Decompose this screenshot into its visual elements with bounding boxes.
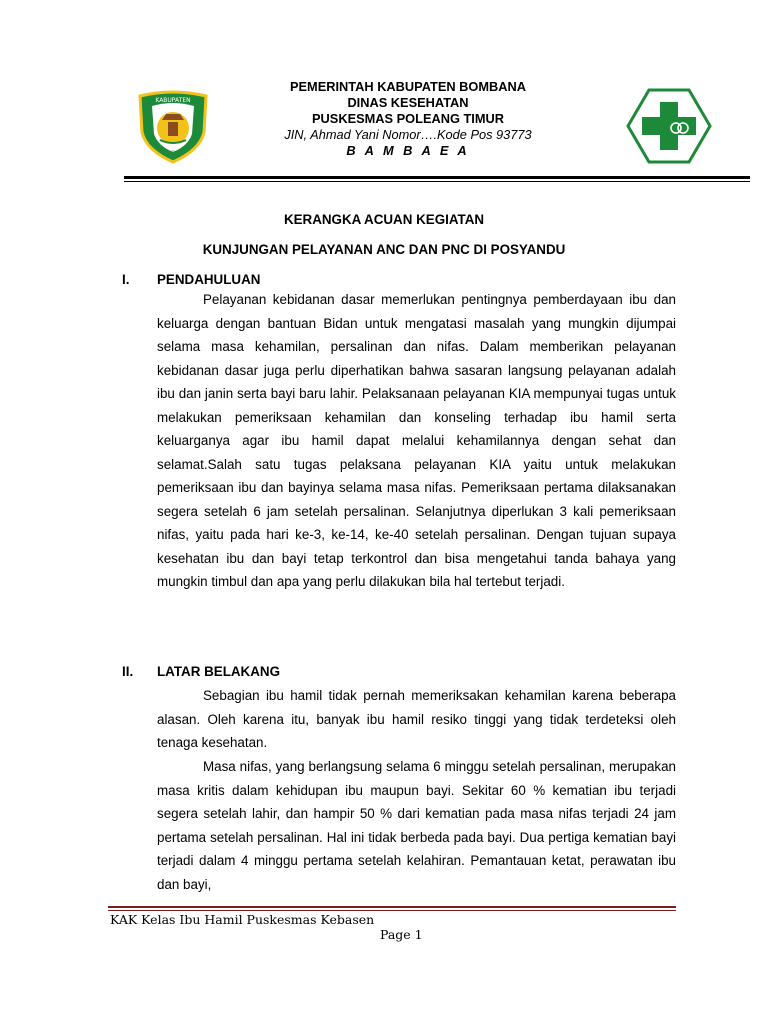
letterhead-city: B A M B A E A	[346, 143, 470, 158]
section-number: II.	[122, 664, 134, 679]
document-title: KERANGKA ACUAN KEGIATAN	[283, 212, 485, 227]
letterhead-divider-thin	[124, 181, 750, 182]
footer-divider-thin	[108, 910, 676, 911]
letterhead-address: JIN, Ahmad Yani Nomor….Kode Pos 93773	[284, 127, 532, 142]
letterhead-divider-thick	[124, 176, 750, 179]
footer-divider-thick	[108, 906, 676, 908]
regency-emblem-icon	[130, 88, 216, 164]
section-heading-latar-belakang	[122, 664, 280, 679]
footer-text: KAK Kelas Ibu Hamil Puskesmas Kebasen	[110, 912, 375, 927]
paragraph-latar-belakang-1: Sebagian ibu hamil tidak pernah memeriksakan kehamilan karena beberapa alasan. Oleh karena itu, banyak ibu hamil resiko tinggi yang tidak terdeteksi oleh tenaga kesehatan.	[157, 688, 676, 750]
emblem-top-text: KABUPATEN	[155, 97, 191, 104]
page-number: Page 1	[380, 927, 423, 942]
letterhead-department: DINAS KESEHATAN	[347, 95, 469, 110]
letterhead-government: PEMERINTAH KABUPATEN BOMBANA	[289, 79, 527, 94]
document-subtitle: KUNJUNGAN PELAYANAN ANC DAN PNC DI POSYANDU	[202, 242, 566, 257]
paragraph-pendahuluan: Pelayanan kebidanan dasar memerlukan pentingnya pemberdayaan ibu dan keluarga dengan bantuan Bidan untuk mengatasi masalah yang mungkin dijumpai selama masa kehamilan, persalinan dan nifas. Dalam memberikan pelayanan kebidanan dasar juga perlu diperhatikan bahwa sasaran langsung pelayanan adalah ibu dan janin serta bayi baru lahir. Pelaksanaan pelayanan KIA mempunyai tugas untuk melakukan pemeriksaan kehamilan dan konseling terhadap ibu hamil serta keluarganya agar ibu hamil dapat melalui kehamilannya dengan sehat dan selamat.Salah satu tugas pelaksana pelayanan KIA yaitu untuk melakukan pemeriksaan ibu dan bayinya selama masa nifas. Pemeriksaan pertama dilaksanakan segera setelah 6 jam setelah persalinan. Selanjutnya diperlukan 3 kali pemeriksaan nifas, yaitu pada hari ke-3, ke-14, ke-40 setelah persalinan. Dengan tujuan supaya kesehatan ibu dan bayi tetap terkontrol dan bisa mengetahui tanda bahaya yang mungkin timbul dan apa yang perlu dilakukan bila hal tertebut terjadi.	[157, 292, 676, 589]
section-title: PENDAHULUAN	[157, 272, 261, 287]
section-title: LATAR BELAKANG	[157, 664, 280, 679]
letterhead-puskesmas: PUSKESMAS POLEANG TIMUR	[312, 111, 504, 126]
section-heading-pendahuluan	[122, 272, 260, 287]
section-number: I.	[122, 272, 130, 287]
puskesmas-cross-emblem-icon	[626, 88, 712, 164]
letterhead	[230, 79, 586, 159]
emblem-bottom-text: BOMBANA	[161, 151, 185, 156]
paragraph-latar-belakang-2: Masa nifas, yang berlangsung selama 6 minggu setelah persalinan, merupakan masa kritis dalam kehidupan ibu maupun bayi. Sekitar 60 % kematian ibu terjadi segera setelah lahir, dan hampir 50 % dari kematian pada masa nifas terjadi 24 jam pertama setelah persalinan. Hal ini tidak berbeda pada bayi. Dua pertiga kematian bayi terjadi dalam 4 minggu pertama setelah kelahiran. Pemantauan ketat, perawatan ibu dan bayi,	[157, 759, 676, 892]
